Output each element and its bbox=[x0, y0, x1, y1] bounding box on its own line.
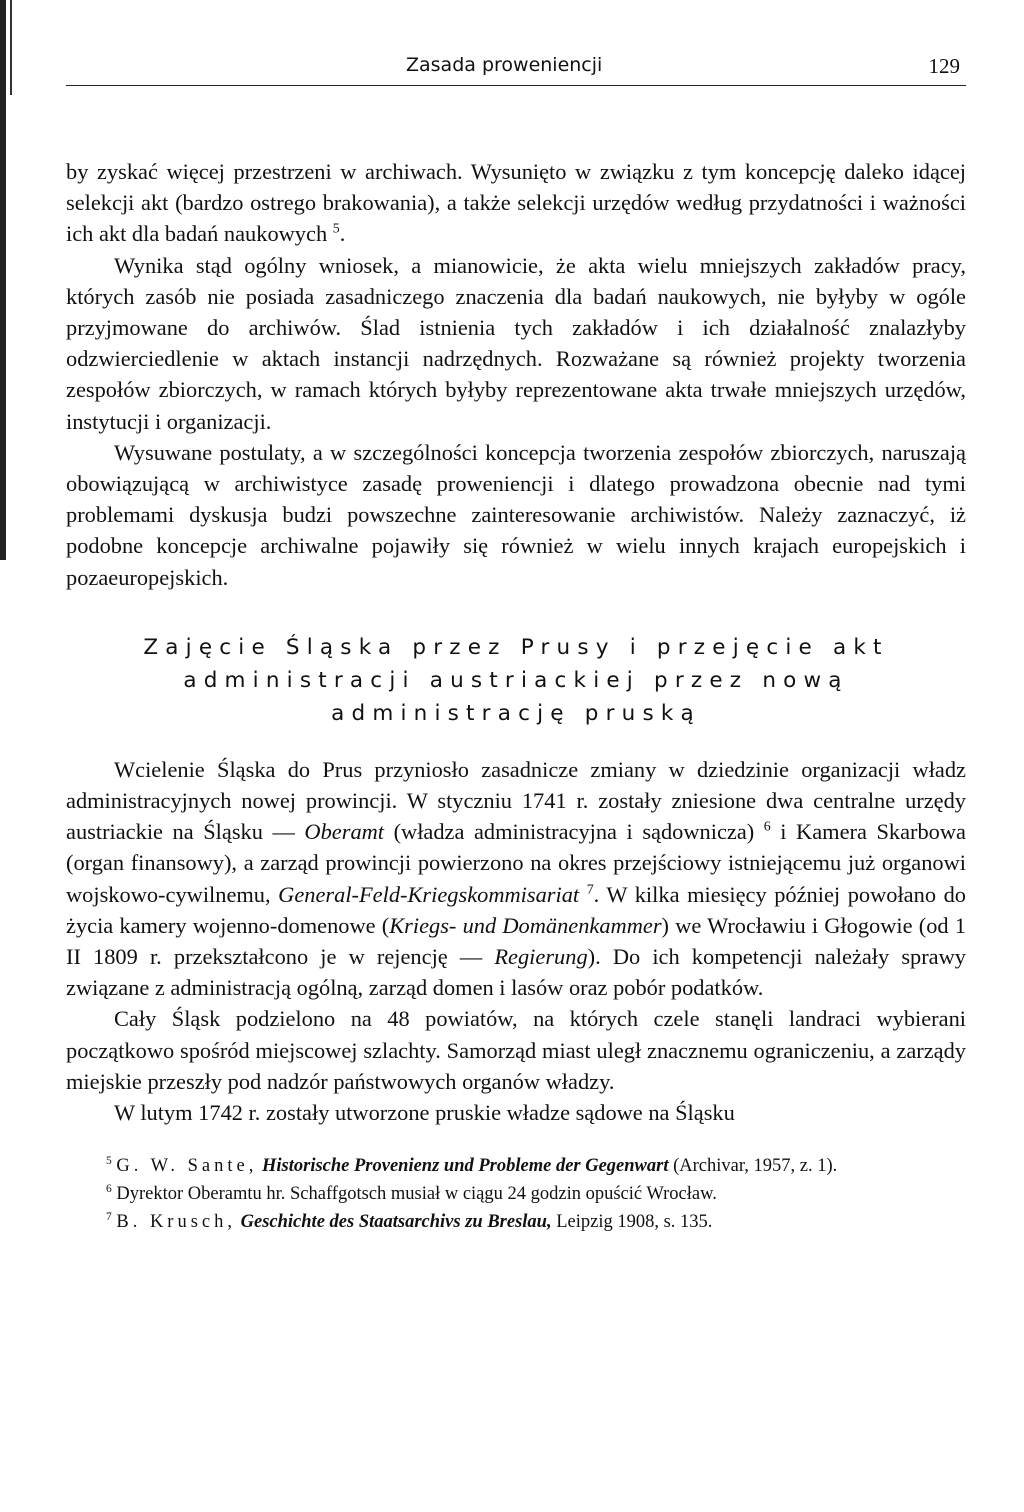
footnote-7-title: Geschichte des Staatsarchivs zu Breslau, bbox=[240, 1212, 552, 1233]
footnote-5-author: G. W. Sante, bbox=[116, 1156, 258, 1177]
term-regierung: Regierung bbox=[494, 944, 588, 970]
footnote-7-author: B. Krusch, bbox=[116, 1212, 237, 1233]
paragraph-1-text: by zyskać więcej przestrzeni w archiwach. Wysunięto w związku z tym koncepcję daleko idącej selekcji akt (bardzo ostrego brakowania), a także selekcji urzędów według przydatności i ważności ich akt dla badań naukowych bbox=[66, 159, 966, 247]
book-page bbox=[66, 44, 966, 1236]
footnote-6-number: 6 bbox=[106, 1183, 112, 1196]
footnote-5-rest: (Archivar, 1957, z. 1). bbox=[673, 1156, 838, 1177]
footnote-ref-6: 6 bbox=[763, 819, 771, 835]
footnote-7-rest: Leipzig 1908, s. 135. bbox=[556, 1212, 713, 1233]
s1-text-f: ). Do ich kompetencji należały sprawy związane z administracją ogólną, zarząd domen i lasów oraz pobór podatków. bbox=[66, 944, 966, 1001]
footnote-6-text: Dyrektor Oberamtu hr. Schaffgotsch musiał w ciągu 24 godzin opuścić Wrocław. bbox=[116, 1184, 717, 1205]
page-number: 129 bbox=[928, 54, 960, 78]
paragraph-3: Wysuwane postulaty, a w szczególności koncepcja tworzenia zespołów zbiorczych, naruszają obowiązującą w archiwistyce zasadę proweniencji i dlatego prowadzona obecnie nad tymi problemami dyskusja budzi powszechne zainteresowanie archiwistów. Należy zaznaczyć, iż podobne koncepcje archiwalne pojawiły się również w wielu innych krajach europejskich i pozaeuropejskich. bbox=[66, 439, 966, 590]
s1-text-d: . W kilka miesięcy później powołano do życia kamery wojenno-domenowe ( bbox=[66, 881, 966, 938]
scan-binding-edge bbox=[0, 0, 6, 560]
section-paragraph-2: Cały Śląsk podzielono na 48 powiatów, na których czele stanęli landraci wybierani początkowo spośród miejscowej szlachty. Samorząd miast uległ znacznemu ograniczeniu, a zarządy miejskie przeszły pod nadzór państwowych organów władzy. bbox=[66, 1006, 966, 1094]
paragraph-1 bbox=[66, 156, 966, 250]
footnote-7 bbox=[66, 1208, 966, 1236]
footnote-5 bbox=[66, 1152, 966, 1180]
footnote-ref-7: 7 bbox=[586, 882, 594, 898]
running-title: Zasada proweniencji bbox=[406, 54, 603, 76]
footnote-6 bbox=[66, 1180, 966, 1208]
footnote-ref-5: 5 bbox=[332, 221, 340, 237]
section-heading: Zajęcie Śląska przez Prusy i przejęcie akt administracji austriackiej przez nową administrację pruską bbox=[143, 634, 889, 726]
page-header bbox=[66, 44, 966, 84]
main-text bbox=[66, 156, 966, 1128]
s1-text-c: i Kamera Skarbowa (organ finansowy), a zarząd prowincji powierzono na okres przejściowy istniejącemu już organowi wojskowo-cywilnemu, bbox=[66, 819, 966, 907]
footnotes bbox=[66, 1152, 966, 1236]
footnote-7-number: 7 bbox=[106, 1211, 112, 1224]
s1-text-a: Wcielenie Śląska do Prus przyniosło zasadnicze zmiany w dziedzinie organizacji władz administracyjnych nowej prowincji. W styczniu 1741 r. zostały zniesione dwa centralne urzędy austriackie na Śląsku — bbox=[66, 756, 966, 845]
scan-binding-edge-line bbox=[10, 0, 12, 95]
section-paragraph-3: W lutym 1742 r. zostały utworzone pruskie władze sądowe na Śląsku bbox=[114, 1100, 735, 1126]
term-kriegs-und-domaenenkammer: Kriegs- und Domänenkammer bbox=[389, 912, 662, 938]
header-rule bbox=[66, 85, 966, 86]
s1-text-b: (władza administracyjna i sądownicza) bbox=[384, 819, 755, 845]
paragraph-2: Wynika stąd ogólny wniosek, a mianowicie, że akta wielu mniejszych zakładów pracy, których zasób nie posiada zasadniczego znaczenia dla badań naukowych, nie byłyby w ogóle przyjmowane do archiwów. Ślad istnienia tych zakładów i ich działalność znalazłyby odzwierciedlenie w aktach instancji nadrzędnych. Rozważane są również projekty tworzenia zespołów zbiorczych, w ramach których byłyby reprezentowane akta trwałe mniejszych urzędów, instytucji i organizacji. bbox=[66, 252, 966, 434]
footnote-5-title: Historische Provenienz und Probleme der Gegenwart bbox=[262, 1156, 669, 1177]
paragraph-1-end: . bbox=[339, 221, 346, 247]
footnote-5-number: 5 bbox=[106, 1155, 112, 1168]
section-paragraph-1 bbox=[66, 754, 966, 1004]
term-general-feld-kriegskommisariat: General-Feld-Kriegskommisariat bbox=[278, 881, 580, 907]
s1-text-e: ) we Wrocławiu i Głogowie (od 1 II 1809 r. przekształcono je w rejencję — bbox=[66, 912, 966, 970]
term-oberamt: Oberamt bbox=[304, 819, 385, 845]
